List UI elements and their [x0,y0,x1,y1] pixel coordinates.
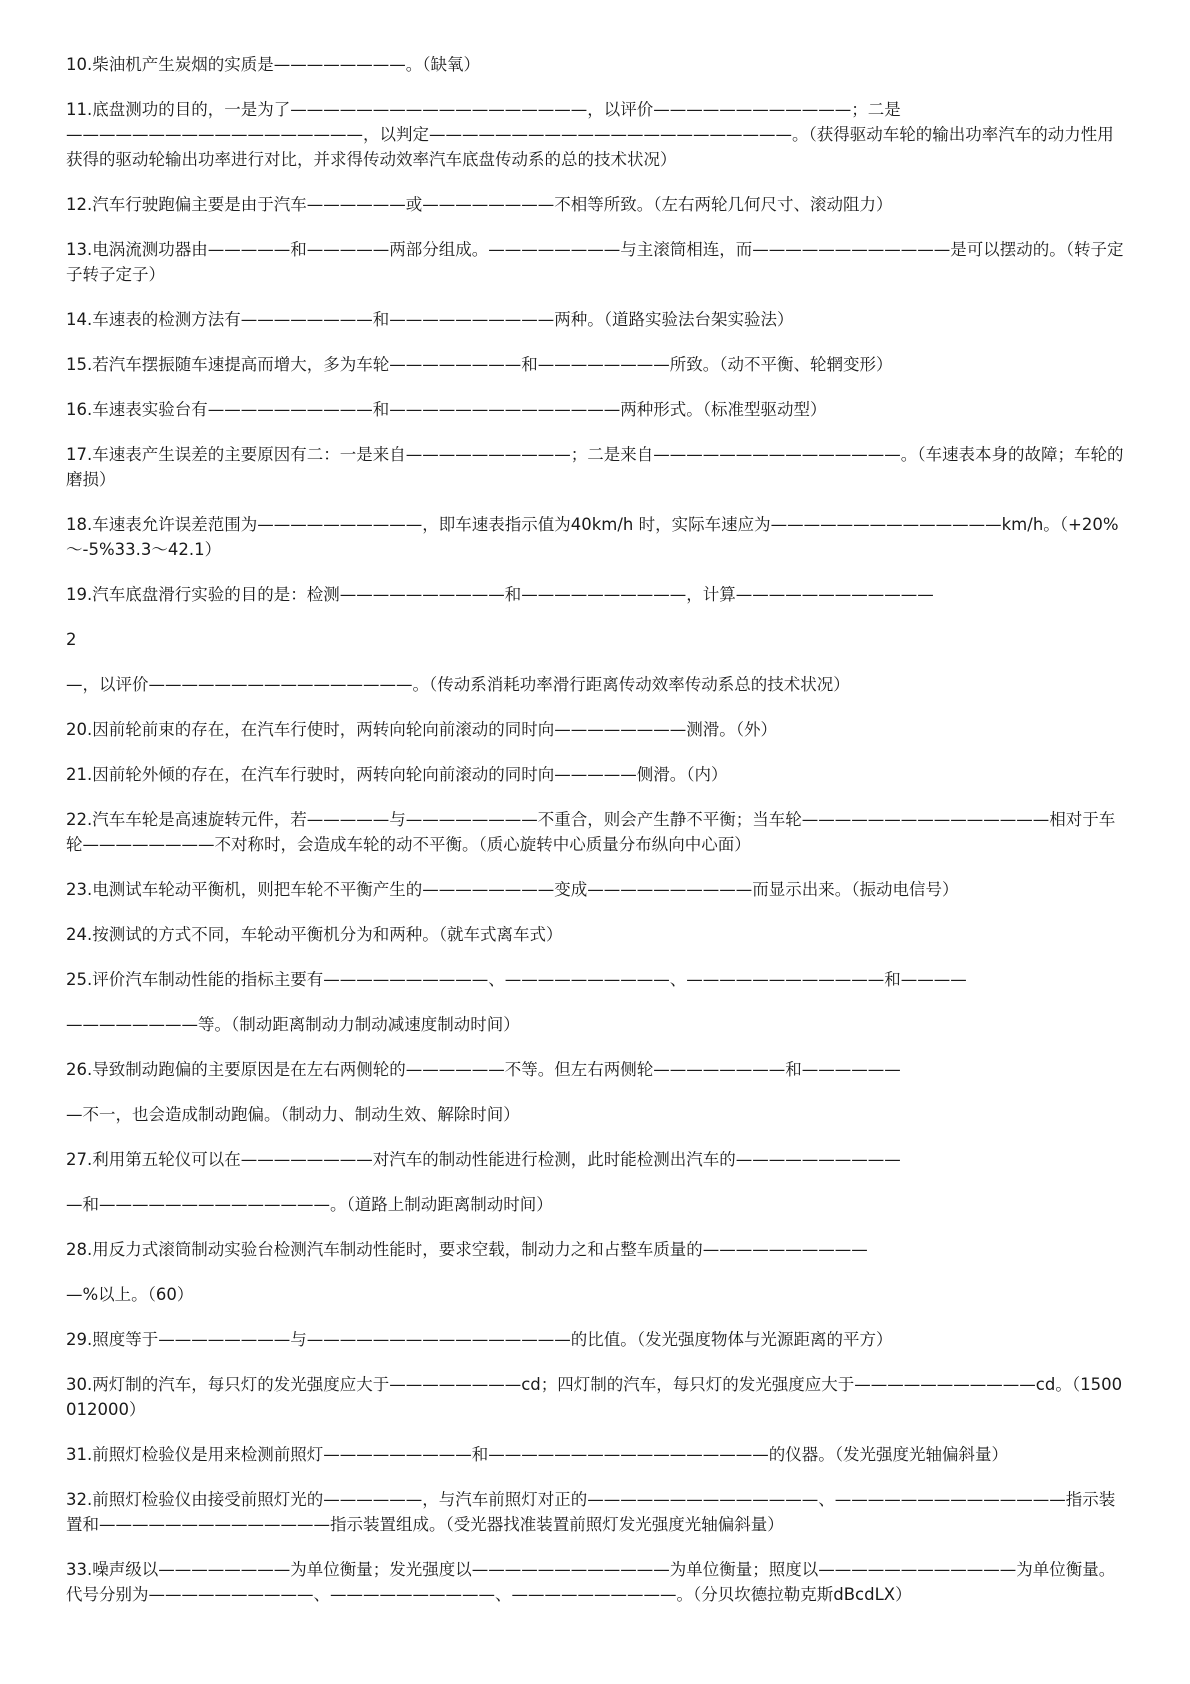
question-24: 24.按测试的方式不同，车轮动平衡机分为和两种。（就车式离车式） [66,925,563,944]
question-25: 25.评价汽车制动性能的指标主要有——————————、——————————、————————————和———— [66,970,967,989]
question-33: 33.噪声级以————————为单位衡量；发光强度以————————————为单位衡量；照度以————————————为单位衡量。代号分别为——————————、——————————、——————————。（分贝坎德拉勒克斯dBcdLX） [66,1560,1116,1604]
question-14: 14.车速表的检测方法有————————和——————————两种。（道路实验法台架实验法） [66,310,794,329]
question-20: 20.因前轮前束的存在，在汽车行使时，两转向轮向前滚动的同时向————————测滑。（外） [66,720,777,739]
question-28-continued: —%以上。（60） [66,1285,194,1304]
question-32: 32.前照灯检验仪由接受前照灯光的——————，与汽车前照灯对正的——————————————、——————————————指示装置和——————————————指示装置组成。（受光器找准装置前照灯发光强度光轴偏斜量） [66,1490,1116,1534]
question-22: 22.汽车车轮是高速旋转元件，若—————与————————不重合，则会产生静不平衡；当车轮———————————————相对于车轮————————不对称时，会造成车轮的动不平衡。（质心旋转中心质量分布纵向中心面） [66,810,1116,854]
question-10: 10.柴油机产生炭烟的实质是————————。（缺氧） [66,55,480,74]
question-11: 11.底盘测功的目的，一是为了——————————————————，以评价————————————；二是——————————————————，以判定——————————————————————。（获得驱动车轮的输出功率汽车的动力性用获得的驱动轮输出功率进行对比，并求得传动效率汽车底盘传动系的总的技术状况） [66,100,1114,169]
question-26: 26.导致制动跑偏的主要原因是在左右两侧轮的——————不等。但左右两侧轮————————和—————— [66,1060,901,1079]
question-19-continued: —，以评价————————————————。（传动系消耗功率滑行距离传动效率传动系总的技术状况） [66,675,850,694]
question-17: 17.车速表产生误差的主要原因有二：一是来自——————————；二是来自———————————————。（车速表本身的故障；车轮的磨损） [66,445,1124,489]
question-19: 19.汽车底盘滑行实验的目的是：检测——————————和——————————，计算———————————— [66,585,934,604]
question-18: 18.车速表允许误差范围为——————————，即车速表指示值为40km/h 时，实际车速应为——————————————km/h。（+20%～-5%33.3～42.1） [66,515,1119,559]
question-21: 21.因前轮外倾的存在，在汽车行驶时，两转向轮向前滚动的同时向—————侧滑。（内） [66,765,728,784]
question-27-continued: —和——————————————。（道路上制动距离制动时间） [66,1195,553,1214]
question-28: 28.用反力式滚筒制动实验台检测汽车制动性能时，要求空载，制动力之和占整车质量的—————————— [66,1240,868,1259]
question-16: 16.车速表实验台有——————————和——————————————两种形式。（标准型驱动型） [66,400,827,419]
question-15: 15.若汽车摆振随车速提高而增大，多为车轮————————和————————所致。（动不平衡、轮辋变形） [66,355,893,374]
question-12: 12.汽车行驶跑偏主要是由于汽车——————或————————不相等所致。（左右两轮几何尺寸、滚动阻力） [66,195,893,214]
question-29: 29.照度等于————————与————————————————的比值。（发光强度物体与光源距离的平方） [66,1330,893,1349]
question-26-continued: —不一，也会造成制动跑偏。（制动力、制动生效、解除时间） [66,1105,520,1124]
question-25-continued: ————————等。（制动距离制动力制动减速度制动时间） [66,1015,520,1034]
question-27: 27.利用第五轮仪可以在————————对汽车的制动性能进行检测，此时能检测出汽车的—————————— [66,1150,901,1169]
question-30: 30.两灯制的汽车，每只灯的发光强度应大于————————cd；四灯制的汽车，每只灯的发光强度应大于———————————cd。（1500012000） [66,1375,1123,1419]
question-13: 13.电涡流测功器由—————和—————两部分组成。————————与主滚筒相连，而————————————是可以摆动的。（转子定子转子定子） [66,240,1124,284]
question-23: 23.电测试车轮动平衡机，则把车轮不平衡产生的————————变成——————————而显示出来。（振动电信号） [66,880,959,899]
question-31: 31.前照灯检验仪是用来检测前照灯—————————和—————————————————的仪器。（发光强度光轴偏斜量） [66,1445,1008,1464]
page-number: 2 [66,630,77,649]
